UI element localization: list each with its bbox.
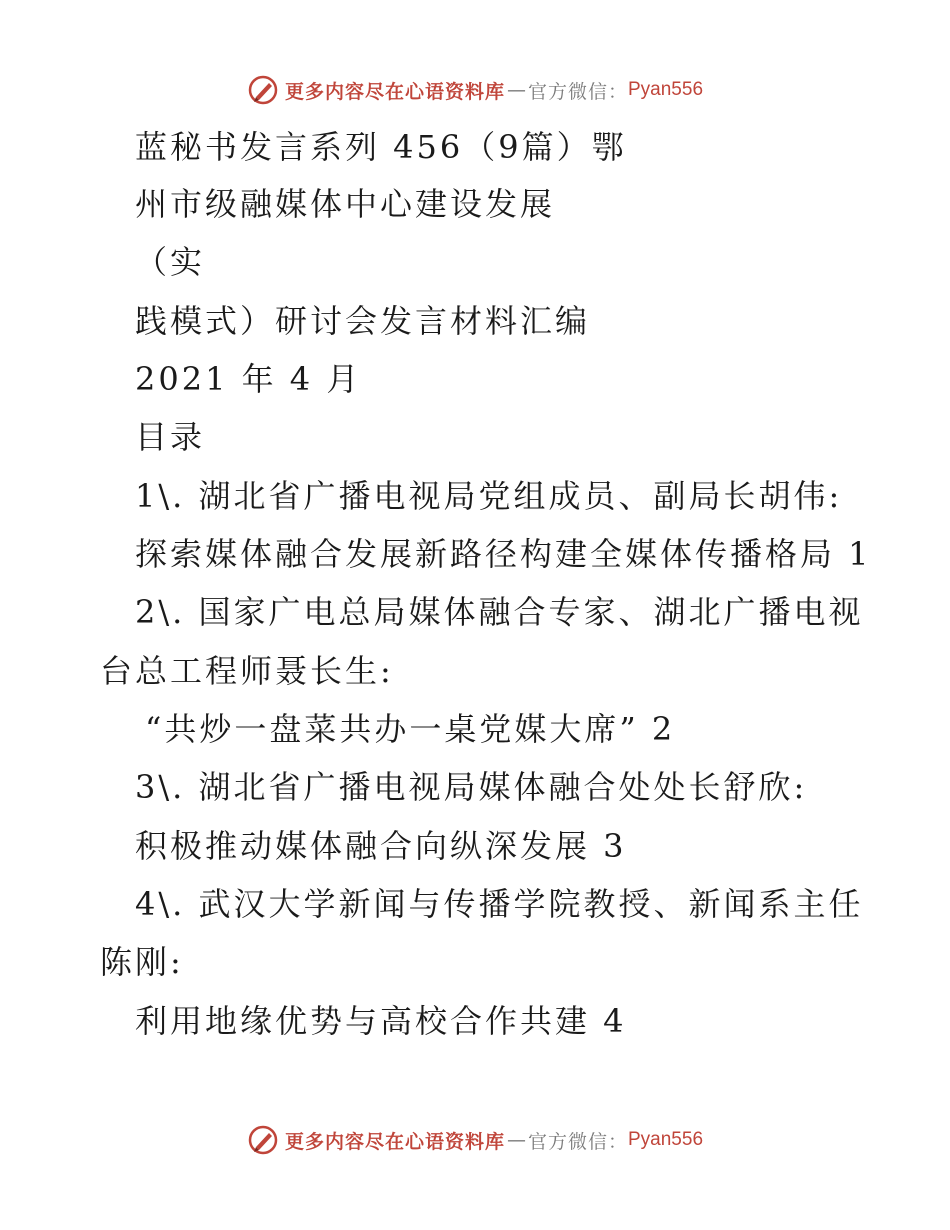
doc-title-line-2: 州市级融媒体中心建设发展 — [135, 185, 556, 223]
toc-item-3-author: 3\. 湖北省广播电视局媒体融合处处长舒欣: — [135, 768, 808, 806]
pen-logo-icon — [247, 74, 279, 106]
watermark-label: 官方微信： — [527, 80, 628, 103]
toc-item-1-title: 探索媒体融合发展新路径构建全媒体传播格局 1 — [135, 535, 872, 573]
toc-item-2-title: “共炒一盘菜共办一桌党媒大席” 2 — [145, 710, 676, 748]
toc-item-2-author-cont: 台总工程师聂长生: — [100, 652, 394, 690]
watermark-wechat-id: Pyan556 — [628, 79, 704, 100]
toc-item-1-author: 1\. 湖北省广播电视局党组成员、副局长胡伟: — [135, 477, 843, 515]
toc-item-2-author: 2\. 国家广电总局媒体融合专家、湖北广播电视 — [135, 593, 864, 631]
watermark-dash: — — [506, 79, 526, 101]
watermark-brand: 更多内容尽在心语资料库 — [284, 1130, 505, 1153]
toc-item-4-author: 4\. 武汉大学新闻与传播学院教授、新闻系主任 — [135, 885, 864, 923]
pen-logo-icon — [247, 1124, 279, 1156]
toc-item-4-author-cont: 陈刚: — [100, 943, 184, 981]
watermark-wechat-id: Pyan556 — [628, 1129, 704, 1150]
doc-date: 2021 年 4 月 — [135, 360, 362, 398]
header-watermark — [0, 70, 950, 110]
watermark-dash: — — [506, 1129, 526, 1151]
doc-title-line-1: 蓝秘书发言系列 456（9篇）鄂 — [135, 128, 627, 166]
doc-title-line-4: 践模式）研讨会发言材料汇编 — [135, 302, 591, 340]
toc-heading: 目录 — [135, 418, 206, 456]
watermark-label: 官方微信： — [527, 1130, 628, 1153]
watermark-brand: 更多内容尽在心语资料库 — [284, 80, 505, 103]
doc-title-line-3: （实 — [135, 243, 206, 281]
toc-item-3-title: 积极推动媒体融合向纵深发展 3 — [135, 827, 627, 865]
toc-item-4-title: 利用地缘优势与高校合作共建 4 — [135, 1002, 627, 1040]
footer-watermark — [0, 1120, 950, 1160]
